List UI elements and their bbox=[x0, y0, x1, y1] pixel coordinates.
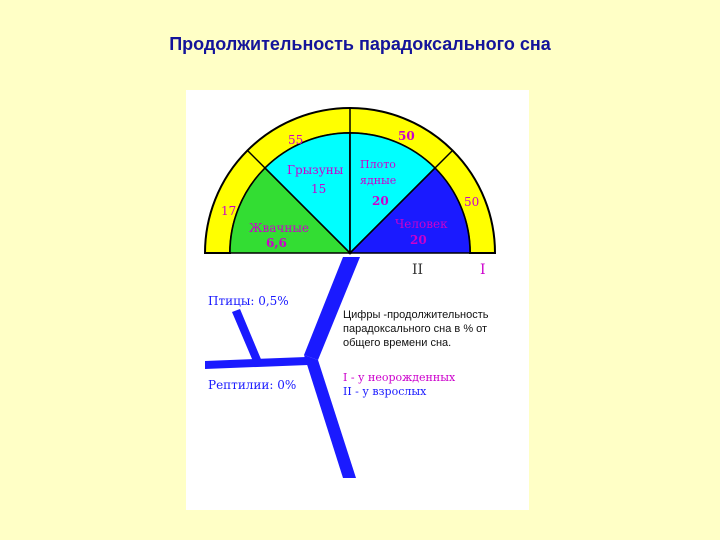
note-line-1: Цифры -продолжительность bbox=[343, 309, 489, 321]
birds-label: Птицы: 0,5% bbox=[208, 294, 289, 308]
slide-title: Продолжительность парадоксального сна bbox=[169, 34, 551, 54]
note-line-3: общего времени сна. bbox=[343, 337, 452, 349]
carnivores-value: 20 bbox=[372, 194, 389, 208]
marker-I: I bbox=[480, 262, 486, 278]
marker-II: II bbox=[412, 262, 424, 278]
ruminants-value: 6,6 bbox=[266, 236, 287, 250]
ring-label-50-top: 50 bbox=[398, 129, 415, 143]
legend-key-II: II - у взрослых bbox=[343, 385, 427, 398]
human-name: Человек bbox=[395, 217, 448, 231]
tree-branch-birds bbox=[232, 309, 263, 366]
note-line-2: парадоксального сна в % от bbox=[343, 323, 488, 335]
human-value: 20 bbox=[410, 233, 427, 247]
ruminants-name: Жвачные bbox=[249, 221, 309, 235]
phylo-tree bbox=[205, 257, 360, 478]
carnivores-name-2: ядные bbox=[360, 174, 397, 187]
ring-label-55: 55 bbox=[288, 133, 304, 147]
carnivores-name-1: Плото bbox=[360, 158, 396, 171]
reptiles-label: Рептилии: 0% bbox=[208, 378, 297, 392]
ring-label-50-right: 50 bbox=[464, 195, 480, 209]
rodents-name: Грызуны bbox=[287, 163, 344, 177]
ring-label-17: 17 bbox=[221, 204, 237, 218]
rodents-value: 15 bbox=[311, 182, 327, 196]
legend-key-I: I - у неорожденных bbox=[343, 371, 456, 384]
